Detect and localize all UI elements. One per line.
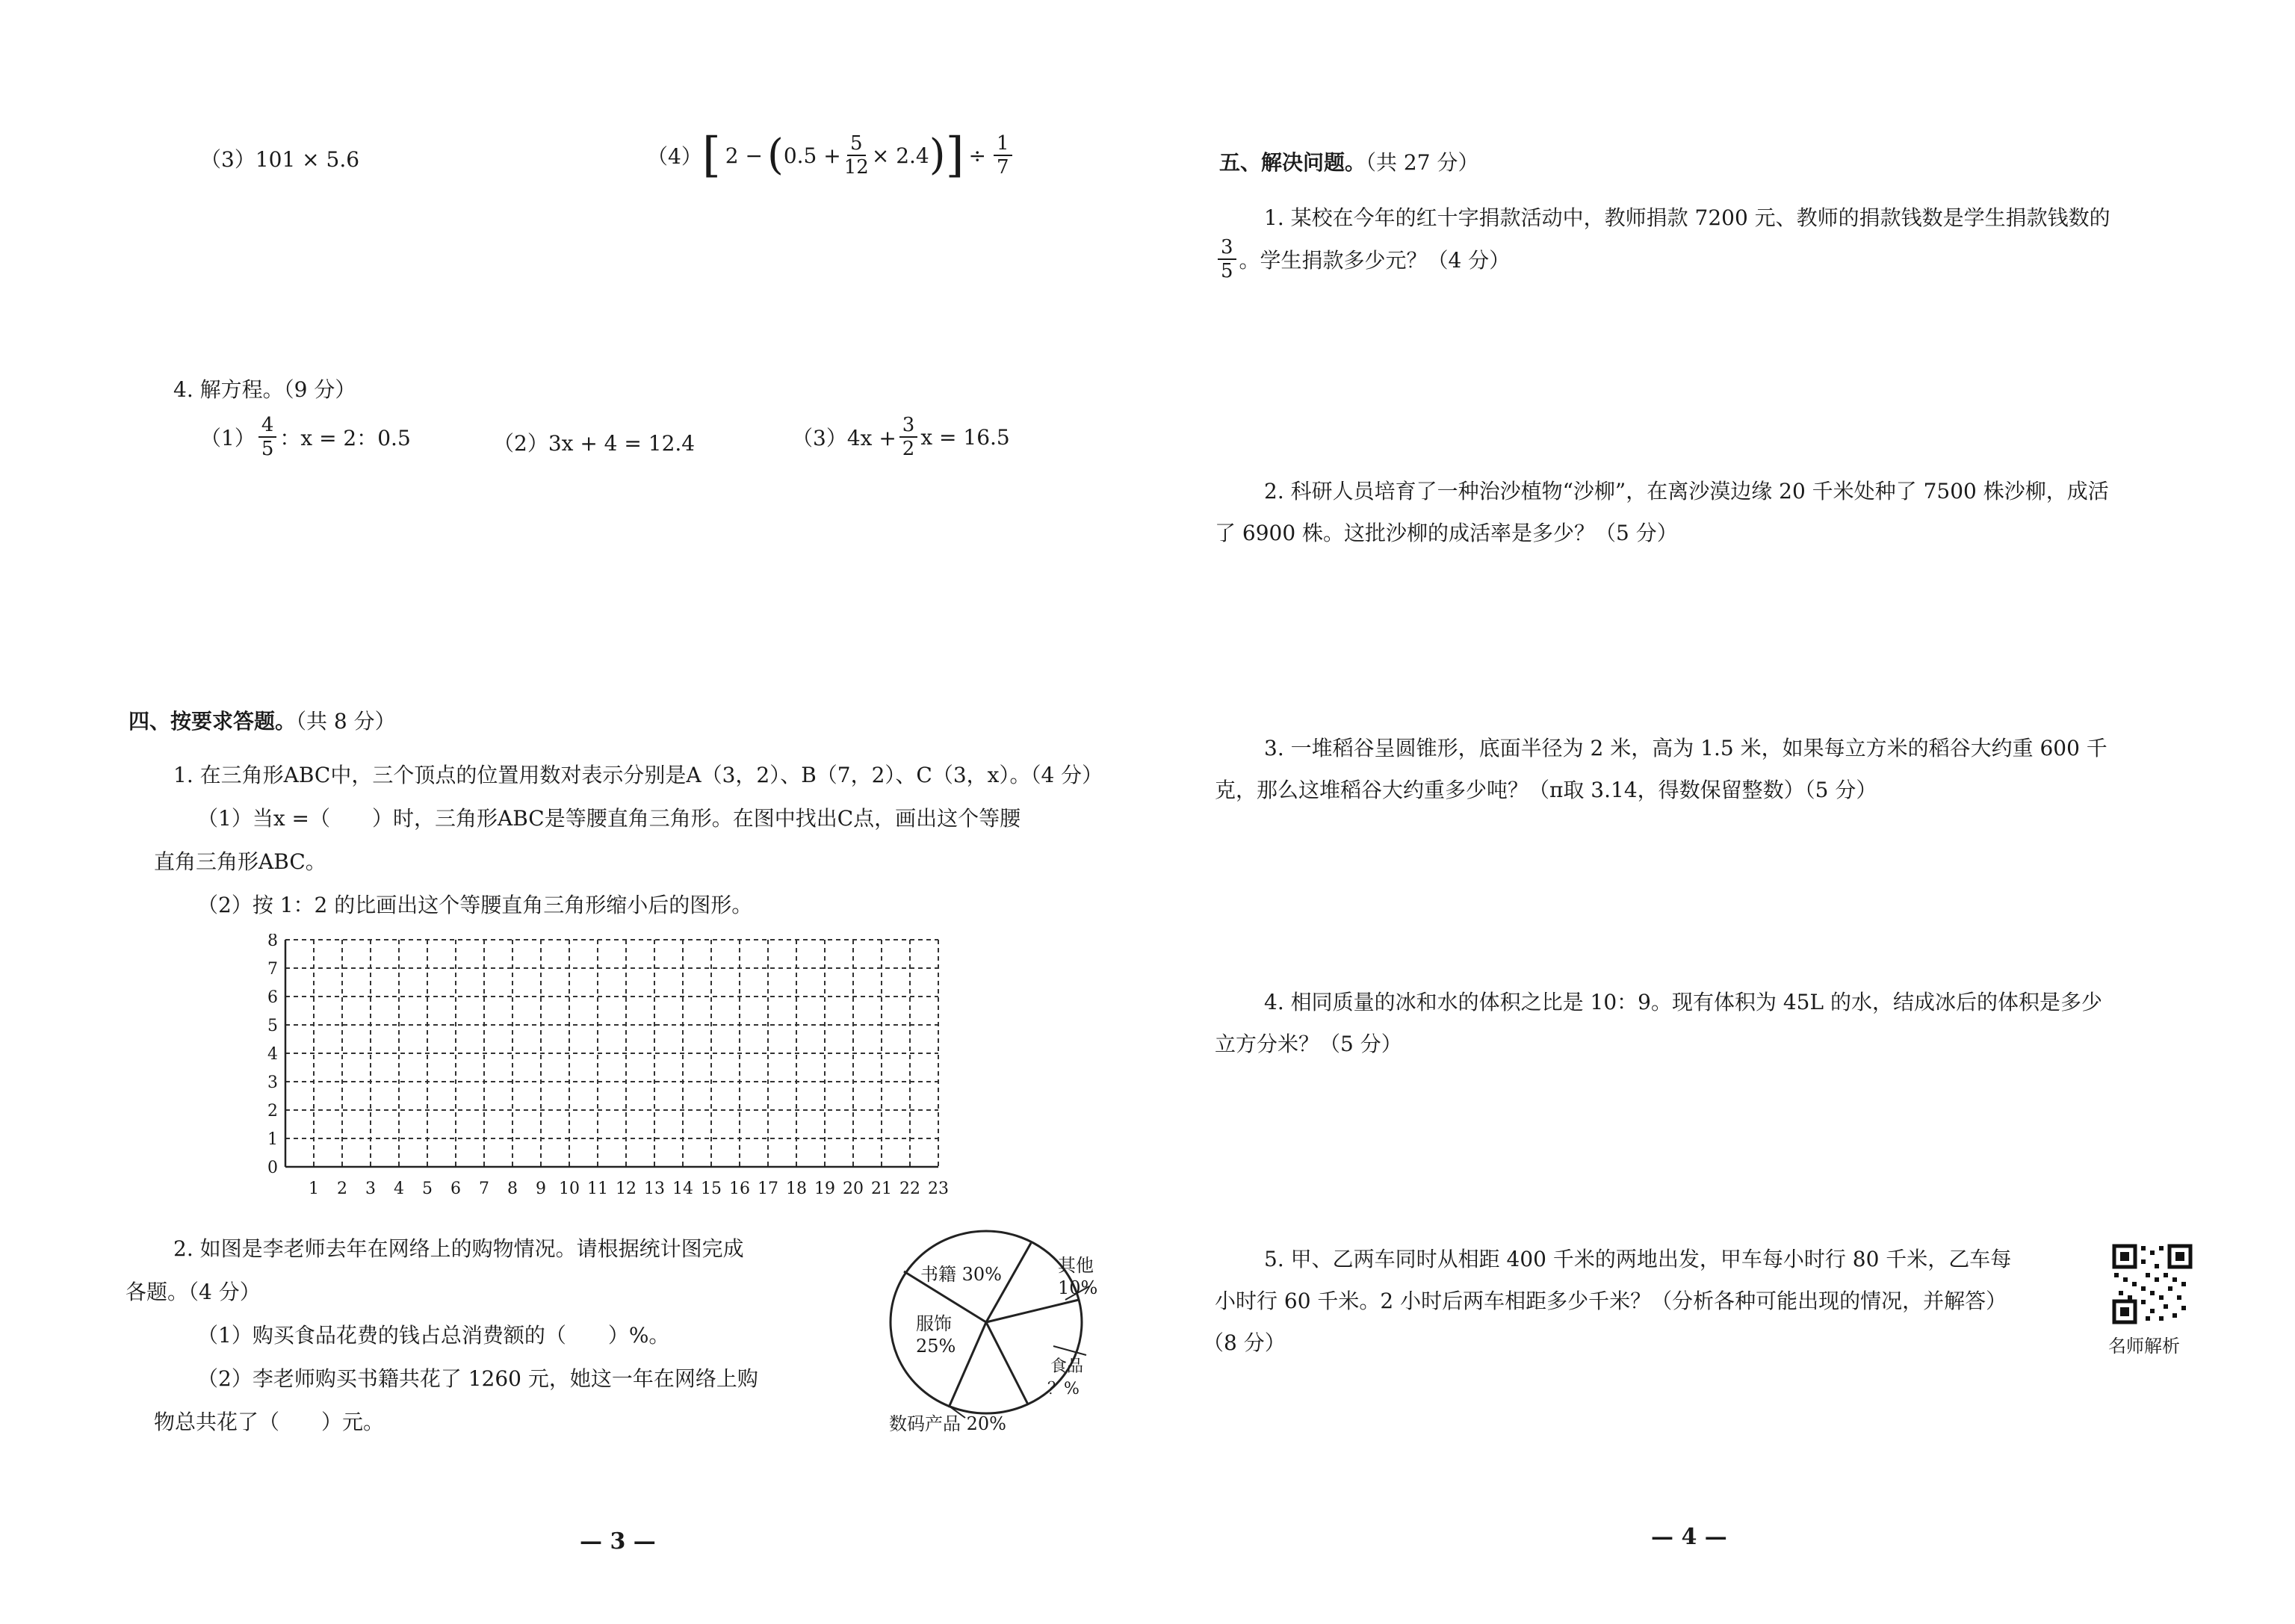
pie-label-digital: 数码产品 20% xyxy=(889,1413,1006,1434)
qr-code-icon[interactable] xyxy=(2111,1243,2193,1325)
fraction: $\frac{5}{12}$ xyxy=(843,132,869,179)
sec4-q2b: 各题。（4 分） xyxy=(126,1280,261,1304)
x-tick-label: 16 xyxy=(729,1180,750,1198)
fraction: $\frac{3}{2}$ xyxy=(899,415,918,459)
sec4-q1: 1. 在三角形ABC中，三个顶点的位置用数对表示分别是A（3，2）、B（7，2）、C（3，x）。（4 分） xyxy=(173,763,1103,787)
bracket-close: ] xyxy=(945,128,964,183)
coordinate-grid xyxy=(254,934,971,1218)
expr-term: ÷ xyxy=(968,143,987,168)
problem-1a: 1. 某校在今年的红十字捐款活动中，教师捐款 7200 元、教师的捐款钱数是学生捐款钱数的 xyxy=(1264,205,2110,230)
x-tick-label: 21 xyxy=(871,1180,892,1198)
pie-label-other: 其他 xyxy=(1058,1255,1094,1276)
section-4-heading: 四、按要求答题。（共 8 分） xyxy=(128,709,396,734)
x-tick-label: 14 xyxy=(672,1180,693,1198)
x-tick-label: 19 xyxy=(814,1180,835,1198)
x-tick-label: 3 xyxy=(365,1180,376,1198)
y-tick-label: 3 xyxy=(267,1073,278,1092)
section-5-heading: 五、解决问题。（共 27 分） xyxy=(1219,150,1479,175)
pie-label-other-pct: 10% xyxy=(1058,1277,1098,1298)
q4-title: 4. 解方程。（9 分） xyxy=(173,377,356,402)
y-tick-label: 4 xyxy=(267,1045,278,1064)
qr-label: 名师解析 xyxy=(2108,1336,2180,1357)
page-number-right: — 4 — xyxy=(1651,1524,1727,1550)
x-tick-label: 5 xyxy=(422,1180,433,1198)
x-tick-label: 2 xyxy=(337,1180,347,1198)
bracket-open: [ xyxy=(701,128,721,183)
sec4-q1-1a: （1）当x =（ ）时，三角形ABC是等腰直角三角形。在图中找出C点，画出这个等腰 xyxy=(197,806,1021,831)
expr-label: （4） xyxy=(647,144,702,169)
fraction: $\frac{1}{7}$ xyxy=(994,134,1012,177)
y-tick-label: 8 xyxy=(267,934,278,950)
y-tick-label: 7 xyxy=(267,960,278,979)
x-tick-label: 6 xyxy=(450,1180,461,1198)
x-tick-label: 1 xyxy=(309,1180,319,1198)
x-tick-label: 18 xyxy=(786,1180,807,1198)
sec4-q2-2a: （2）李老师购买书籍共花了 1260 元，她这一年在网络上购 xyxy=(197,1366,758,1391)
y-tick-label: 6 xyxy=(267,988,278,1007)
x-tick-label: 11 xyxy=(587,1180,608,1198)
x-tick-label: 4 xyxy=(394,1180,404,1198)
expr-3-3: （3）101 × 5.6 xyxy=(200,147,360,172)
pie-label-books: 书籍 30% xyxy=(920,1264,1002,1285)
problem-2a: 2. 科研人员培育了一种治沙植物“沙柳”，在离沙漠边缘 20 千米处种了 7500 株沙柳，成活 xyxy=(1264,479,2109,503)
expr-term: 2 − xyxy=(725,143,763,168)
y-tick-label: 5 xyxy=(267,1017,278,1035)
equation-2: （2）3x + 4 = 12.4 xyxy=(493,431,696,456)
y-tick-label: 0 xyxy=(267,1159,278,1177)
x-tick-label: 23 xyxy=(928,1180,949,1198)
paren-open: ( xyxy=(766,131,784,179)
sec4-q1-2: （2）按 1：2 的比画出这个等腰直角三角形缩小后的图形。 xyxy=(197,893,753,917)
x-tick-label: 7 xyxy=(479,1180,489,1198)
expr-term: × 2.4 xyxy=(871,143,929,168)
problem-1b: $\frac{3}{5}$ 。学生捐款多少元？（4 分） xyxy=(1215,238,1510,281)
x-tick-label: 22 xyxy=(899,1180,920,1198)
problem-3a: 3. 一堆稻谷呈圆锥形，底面半径为 2 米，高为 1.5 米，如果每立方米的稻谷大约重 600 千 xyxy=(1264,736,2107,760)
equation-1: （1） $\frac{4}{5}$ ：x = 2：0.5 xyxy=(200,414,411,460)
sec4-q2a: 2. 如图是李老师去年在网络上的购物情况。请根据统计图完成 xyxy=(173,1236,744,1261)
fraction: $\frac{4}{5}$ xyxy=(258,415,277,459)
y-tick-label: 2 xyxy=(267,1102,278,1121)
pie-label-food-pct: ？% xyxy=(1047,1380,1080,1398)
page-number-left: — 3 — xyxy=(580,1528,656,1555)
problem-5c: （8 分） xyxy=(1203,1330,1286,1355)
x-tick-label: 20 xyxy=(843,1180,864,1198)
paren-close: ) xyxy=(929,131,946,179)
problem-4b: 立方分米？（5 分） xyxy=(1215,1032,1402,1056)
sec4-q1-1b: 直角三角形ABC。 xyxy=(154,849,326,874)
x-tick-label: 9 xyxy=(536,1180,546,1198)
x-tick-label: 17 xyxy=(758,1180,778,1198)
pie-chart xyxy=(852,1218,1121,1434)
sec4-q2-2b: 物总共花了（ ）元。 xyxy=(154,1410,385,1434)
pie-label-food: 食品 xyxy=(1050,1357,1084,1376)
y-tick-label: 1 xyxy=(267,1130,278,1149)
fraction: $\frac{3}{5}$ xyxy=(1218,238,1236,281)
sec4-q2-1: （1）购买食品花费的钱占总消费额的（ ）%。 xyxy=(197,1323,670,1348)
problem-5a: 5. 甲、乙两车同时从相距 400 千米的两地出发，甲车每小时行 80 千米，乙车每 xyxy=(1264,1247,2012,1271)
x-tick-label: 15 xyxy=(701,1180,722,1198)
expr-3-4 xyxy=(647,128,1015,183)
problem-2b: 了 6900 株。这批沙柳的成活率是多少？（5 分） xyxy=(1215,521,1678,545)
x-tick-label: 12 xyxy=(616,1180,637,1198)
equation-3: （3）4x + $\frac{3}{2}$ x = 16.5 xyxy=(792,414,1010,460)
problem-4a: 4. 相同质量的冰和水的体积之比是 10：9。现有体积为 45L 的水，结成冰后的体积是多少 xyxy=(1264,990,2102,1014)
x-tick-label: 10 xyxy=(559,1180,580,1198)
x-tick-label: 13 xyxy=(644,1180,665,1198)
problem-5b: 小时行 60 千米。2 小时后两车相距多少千米？（分析各种可能出现的情况，并解答） xyxy=(1215,1289,2007,1313)
problem-3b: 克，那么这堆稻谷大约重多少吨？（π取 3.14，得数保留整数）（5 分） xyxy=(1215,778,1877,802)
expr-term: 0.5 + xyxy=(783,143,841,168)
pie-label-clothes-pct: 25% xyxy=(916,1336,956,1357)
x-tick-label: 8 xyxy=(507,1180,518,1198)
pie-label-clothes: 服饰 xyxy=(916,1313,952,1334)
